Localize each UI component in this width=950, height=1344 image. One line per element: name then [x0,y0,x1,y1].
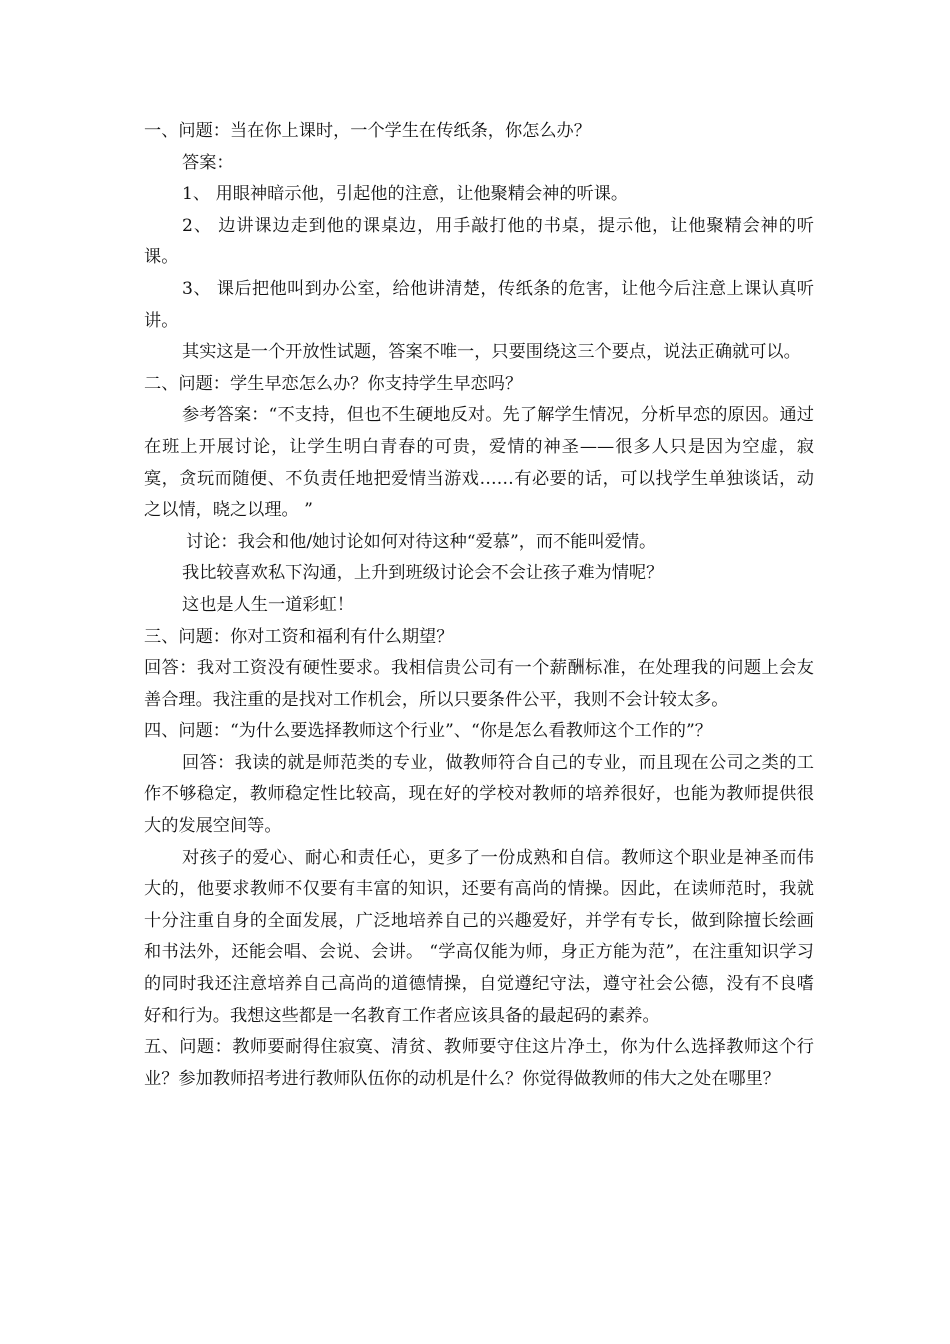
answer-item-1: 1、 用眼神暗示他，引起他的注意，让他聚精会神的听课。 [182,184,629,205]
question-4-answer-2: 对孩子的爱心、耐心和责任心，更多了一份成熟和自信。教师这个职业是神圣而伟大的，他要求教师不仅要有丰富的知识，还要有高尚的情操。因此，在读师范时，我就十分注重自身的全面发展，广泛地培养自己的兴趣爱好，并学有专长，做到除擅长绘画和书法外，还能会唱、会说、会讲。 “学高仅能为师，身正方能为范”，在注重知识学习的同时我还注意培养自己高尚的道德情操，自觉遵纪守法，遵守社会公德，没有不良嗜好和行为。我想这些都是一名教育工作者应该具备的最起码的素养。 [144,847,814,1026]
discussion-note: 我比较喜欢私下沟通，上升到班级讨论会不会让孩子难为情呢？ [182,563,664,584]
question-4-heading: 四、问题：“为什么要选择教师这个行业”、“你是怎么看教师这个工作的”？ [144,721,712,742]
question-3-answer: 回答：我对工资没有硬性要求。我相信贵公司有一个薪酬标准，在处理我的问题上会友善合理。我注重的是找对工作机会，所以只要条件公平，我则不会计较太多。 [144,658,814,710]
answer-note: 其实这是一个开放性试题，答案不唯一，只要围绕这三个要点，说法正确就可以。 [182,342,801,363]
discussion-closing: 这也是人生一道彩虹！ [182,594,354,615]
question-5-heading: 五、问题：教师要耐得住寂寞、清贫、教师要守住这片净土，你为什么选择教师这个行业？参加教师招考进行教师队伍你的动机是什么？你觉得做教师的伟大之处在哪里？ [144,1037,814,1089]
reference-answer: 参考答案：“不支持，但也不生硬地反对。先了解学生情况，分析早恋的原因。通过在班上开展讨论，让学生明白青春的可贵，爱情的神圣——很多人只是因为空虚，寂寞，贪玩而随便、不负责任地把爱情当游戏……有必要的话，可以找学生单独谈话，动之以情，晓之以理。 ” [144,405,814,521]
document-body [144,116,814,1095]
answer-item-2: 2、 边讲课边走到他的课桌边，用手敲打他的书桌，提示他，让他聚精会神的听课。 [144,215,814,268]
discussion-paragraph: 讨论：我会和他/她讨论如何对待这种“爱慕”，而不能叫爱情。 [186,531,657,552]
question-4-answer-1: 回答：我读的就是师范类的专业，做教师符合自己的专业，而且现在公司之类的工作不够稳定，教师稳定性比较高，现在好的学校对教师的培养很好，也能为教师提供很大的发展空间等。 [144,752,814,837]
question-1-heading: 一、问题：当在你上课时，一个学生在传纸条，你怎么办？ [144,121,591,141]
answer-label: 答案： [182,152,234,173]
answer-item-3: 3、 课后把他叫到办公室，给他讲清楚，传纸条的危害，让他今后注意上课认真听讲。 [144,278,814,331]
question-2-heading: 二、问题：学生早恋怎么办？你支持学生早恋吗？ [144,373,523,394]
question-3-heading: 三、问题：你对工资和福利有什么期望？ [144,626,454,647]
